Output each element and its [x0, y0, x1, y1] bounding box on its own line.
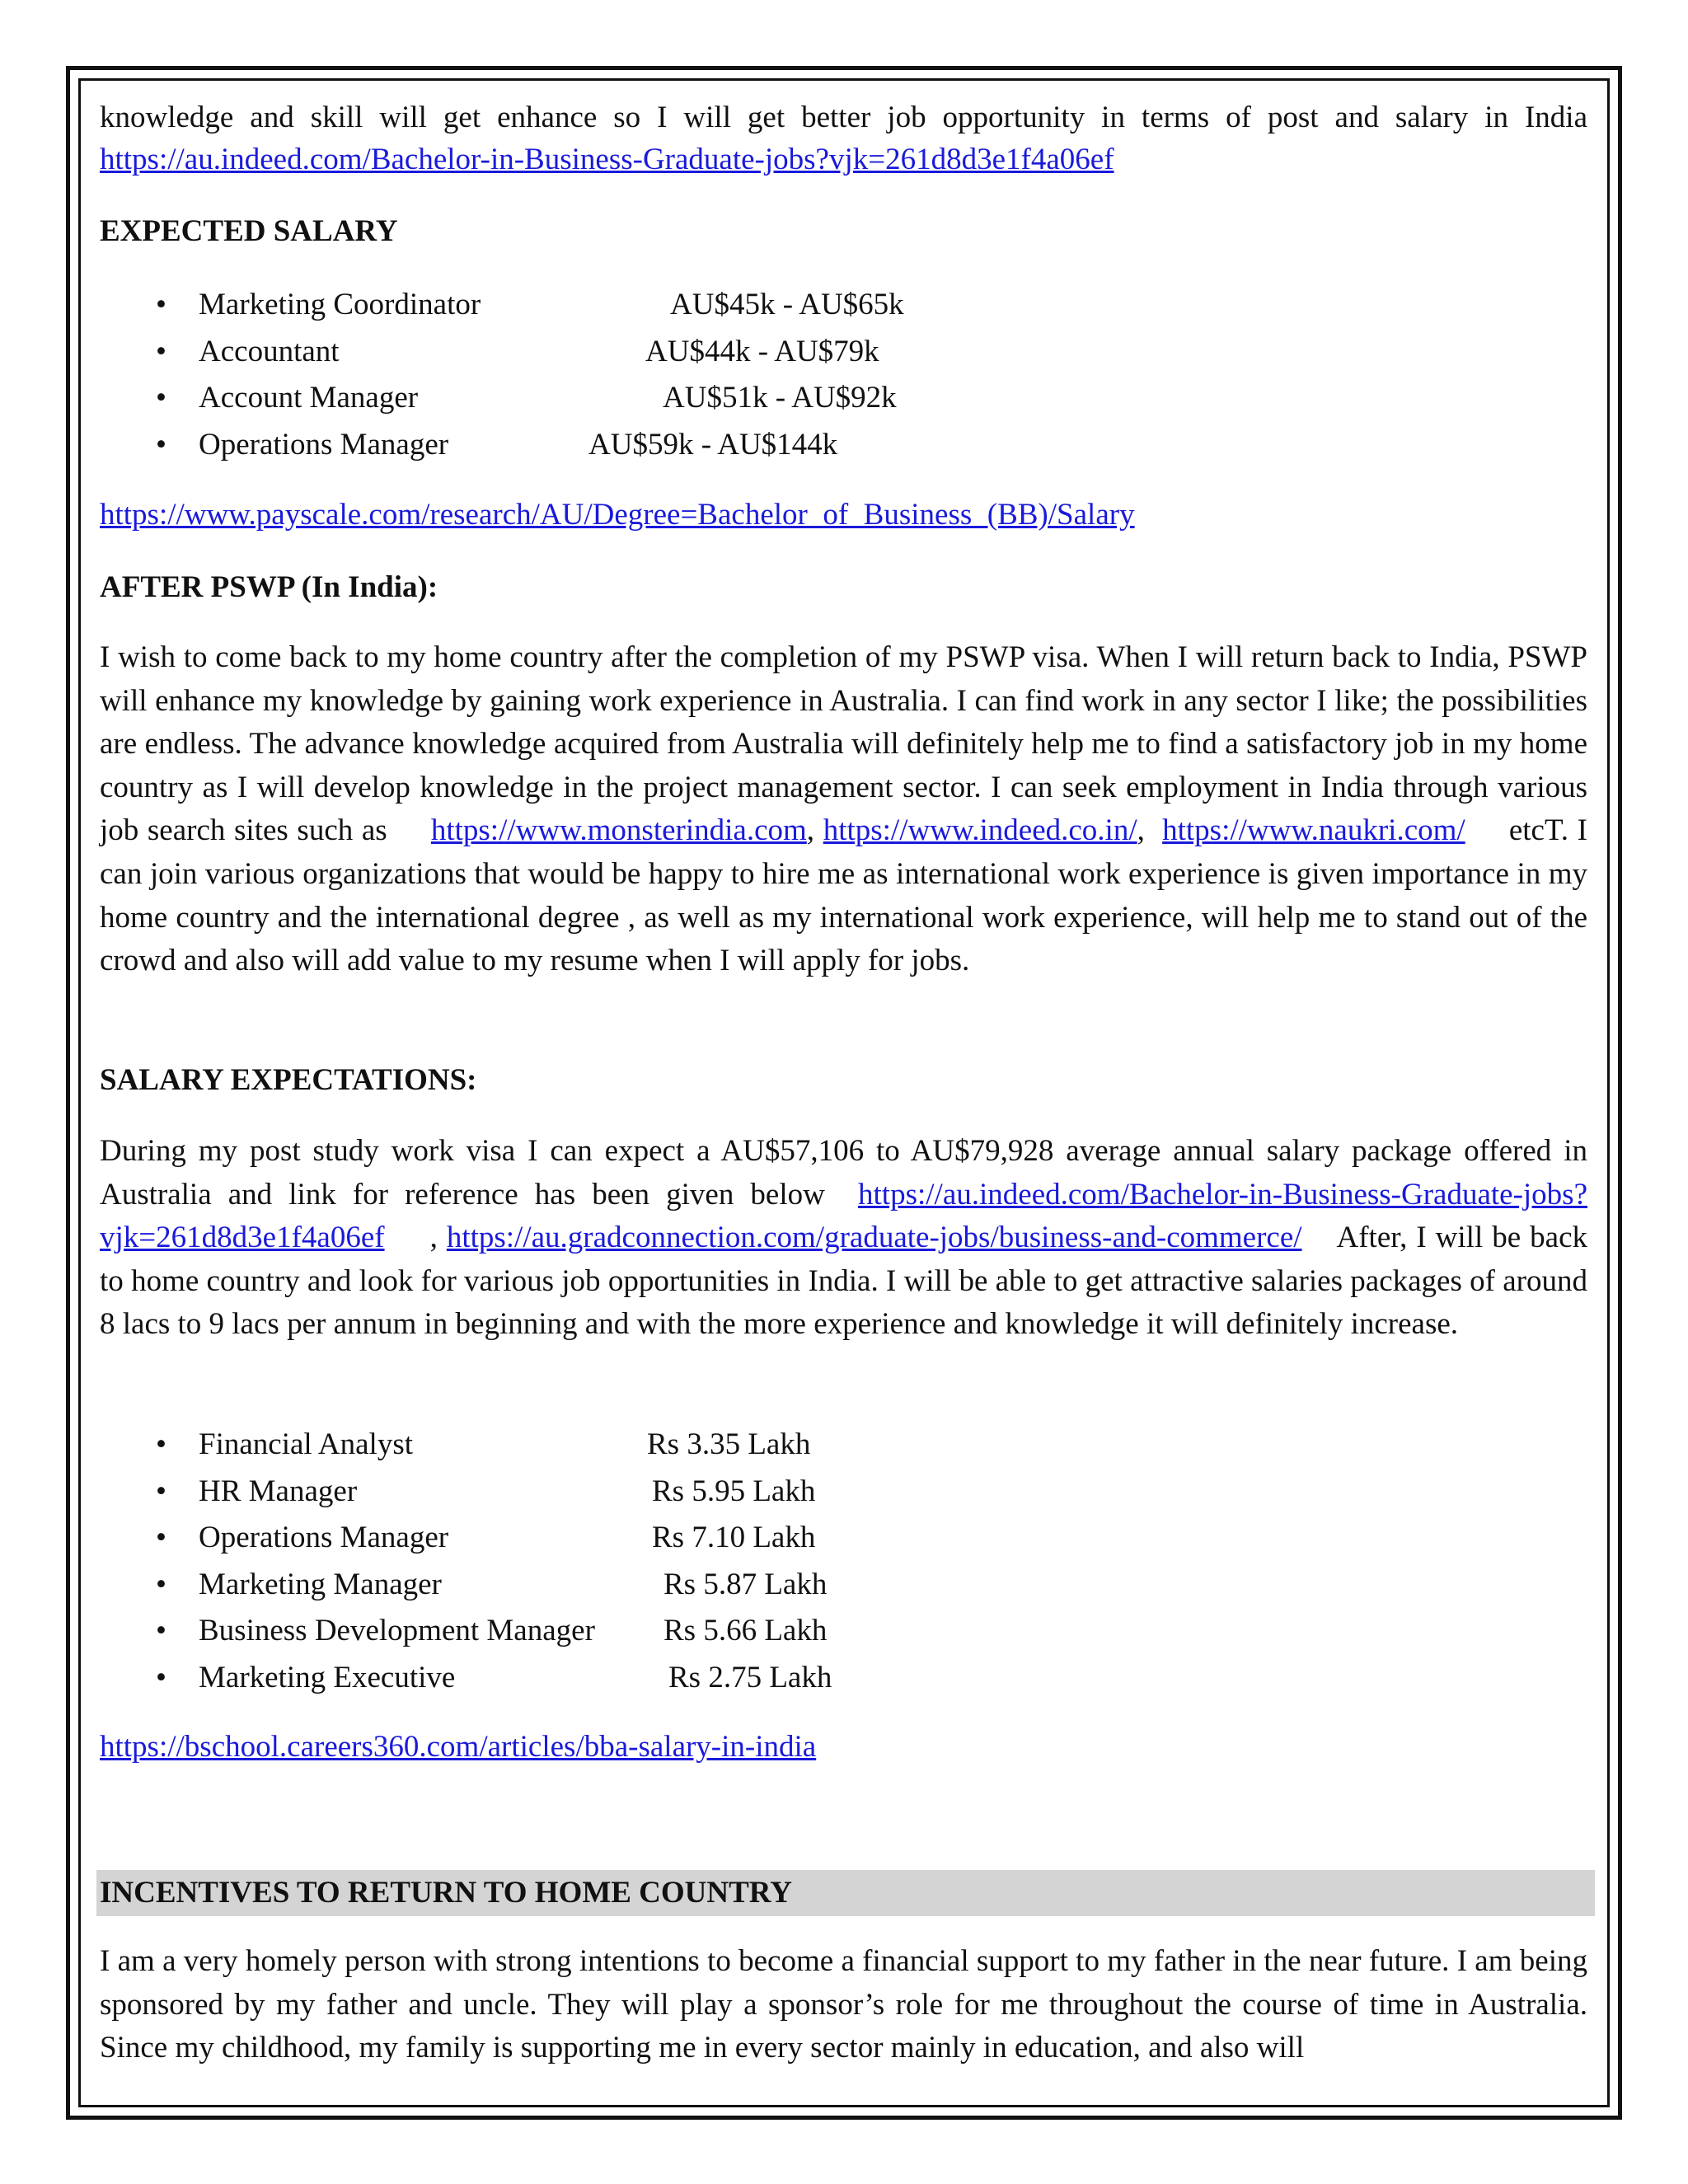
- intro-text: knowledge and skill will get enhance so I will get better job opportunity in terms of post and salary in India: [100, 101, 1587, 134]
- salary-role: Business Development Manager: [199, 1614, 595, 1647]
- incentives-heading: INCENTIVES TO RETURN TO HOME COUNTRY: [100, 1876, 792, 1910]
- list-item: [100, 1608, 1587, 1655]
- salary-role: Accountant: [199, 334, 340, 368]
- expected-salary-heading: EXPECTED SALARY: [100, 214, 398, 248]
- list-item: [100, 1562, 1587, 1609]
- monsterindia-link[interactable]: https://www.monsterindia.com: [430, 813, 807, 848]
- salary-role: Marketing Manager: [199, 1567, 442, 1601]
- naukri-link[interactable]: https://www.naukri.com/: [1162, 813, 1465, 848]
- salary-role: Account Manager: [199, 381, 419, 415]
- after-pswp-text-1: I wish to come back to my home country after the completion of my PSWP visa. When I will return back to India, PSWP will enhance my knowledge by gaining work experience in Australia. I can find work in any sector I like; the possibilities are endless. The advance knowledge acquired from Australia will definitely help me to find a satisfactory job in my home country as I will develop knowledge in the project management sector. I can seek employment in India through various job search sites such as: [100, 640, 1587, 848]
- list-item: [100, 1422, 1587, 1469]
- expected-salary-list: [100, 282, 1587, 468]
- list-item: [100, 329, 1587, 376]
- salary-expectations-heading: SALARY EXPECTATIONS:: [100, 1063, 477, 1097]
- salary-role: Marketing Coordinator: [199, 288, 481, 321]
- salary-expectations-text-2: After, I will be back to home country and look for various job opportunities in India. I will be able to get attractive salaries packages of around 8 lacs to 9 lacs per annum in beginning and with the more experience and knowledge it will definitely increase.: [100, 1221, 1587, 1342]
- list-item: [100, 1469, 1587, 1516]
- bullet-icon: •: [156, 1427, 166, 1461]
- list-item: [100, 422, 1587, 469]
- salary-role: Marketing Executive: [199, 1660, 456, 1694]
- bullet-icon: •: [156, 1474, 166, 1508]
- gradconnection-link[interactable]: https://au.gradconnection.com/graduate-jobs/business-and-commerce/: [446, 1221, 1302, 1255]
- intro-paragraph: [100, 96, 1587, 180]
- careers360-link[interactable]: https://bschool.careers360.com/articles/bba-salary-in-india: [100, 1730, 817, 1764]
- list-item: [100, 1515, 1587, 1562]
- salary-expectations-text-1: During my post study work visa I can expect a AU$57,106 to AU$79,928 average annual salary package offered in Australia and link for reference has been given below: [100, 1134, 1587, 1212]
- salary-amount: Rs 5.95 Lakh: [652, 1474, 816, 1508]
- bullet-icon: •: [156, 1567, 166, 1601]
- after-pswp-paragraph: I wish to come back to my home country after the completion of my PSWP visa. When I will return back to India, PSWP will enhance my knowledge by gaining work experience in Australia. I can find work in any sector I like; the possibilities are endless. The advance knowledge acquired from Australia will definitely help me to find a satisfactory job in my home country as I will develop knowledge in the project management sector. I can seek employment in India through various job search sites such as https://www.monsterindia.com, https://www.indeed.co.in/, https://www.naukri.com/ etcT. I can join various organizations that would be happy to hire me as international work experience is given importance in my home country and the international degree , as well as my international work experience, will help me to stand out of the crowd and also will add value to my resume when I will apply for jobs.: [100, 640, 1588, 978]
- salary-amount: AU$59k - AU$144k: [588, 427, 838, 462]
- indeed-india-link[interactable]: https://www.indeed.co.in/: [823, 813, 1137, 848]
- incentives-text: I am a very homely person with strong intentions to become a financial support to my father in the near future. I am being sponsored by my father and uncle. They will play a sponsor’s role for me throughout the course of time in Australia. Since my childhood, my family is supporting me in every sector mainly in education, and also will: [100, 1944, 1587, 2065]
- salary-amount: Rs 2.75 Lakh: [668, 1660, 832, 1694]
- salary-role: Financial Analyst: [199, 1427, 413, 1461]
- bullet-icon: •: [156, 1614, 166, 1647]
- bullet-icon: •: [156, 334, 166, 368]
- bullet-icon: •: [156, 288, 166, 321]
- salary-amount: Rs 5.66 Lakh: [663, 1614, 828, 1647]
- list-item: [100, 282, 1587, 329]
- bullet-icon: •: [156, 381, 166, 415]
- incentives-paragraph: [100, 1940, 1587, 2070]
- salary-role: Operations Manager: [199, 427, 449, 462]
- salary-amount: AU$45k - AU$65k: [670, 288, 904, 321]
- list-item: [100, 1655, 1587, 1702]
- bullet-icon: •: [156, 427, 166, 462]
- salary-amount: Rs 3.35 Lakh: [647, 1427, 811, 1461]
- salary-amount: AU$44k - AU$79k: [645, 334, 879, 368]
- salary-role: Operations Manager: [199, 1521, 449, 1554]
- indeed-link[interactable]: https://au.indeed.com/Bachelor-in-Business-Graduate-jobs?vjk=261d8d3e1f4a06ef: [100, 143, 1114, 176]
- salary-expectations-paragraph: During my post study work visa I can expect a AU$57,106 to AU$79,928 average annual salary package offered in Australia and link for reference has been given below https://au.indeed.com/Bachelor-in-Business-Graduate-jobs?vjk=261d8d3e1f4a06ef , https://au.gradconnection.com/graduate-jobs/business-and-commerce/ After, I will be back to home country and look for various job opportunities in India. I will be able to get attractive salaries packages of around 8 lacs to 9 lacs per annum in beginning and with the more experience and knowledge it will definitely increase.: [100, 1134, 1587, 1342]
- bullet-icon: •: [156, 1521, 166, 1554]
- after-pswp-heading: AFTER PSWP (In India):: [100, 570, 438, 604]
- after-pswp-text-2: etcT. I can join various organizations that would be happy to hire me as international work experience is given importance in my home country and the international degree , as well as my international work experience, will help me to stand out of the crowd and also will add value to my resume when I will apply for jobs.: [100, 813, 1588, 978]
- salary-role: HR Manager: [199, 1474, 358, 1508]
- bullet-icon: •: [156, 1660, 166, 1694]
- list-item: [100, 375, 1587, 422]
- india-salary-list: [100, 1422, 1587, 1701]
- indeed-graduate-link[interactable]: https://au.indeed.com/Bachelor-in-Business-Graduate-jobs?vjk=261d8d3e1f4a06ef: [100, 1177, 1587, 1255]
- payscale-link[interactable]: https://www.payscale.com/research/AU/Degree=Bachelor_of_Business_(BB)/Salary: [100, 498, 1135, 532]
- salary-amount: Rs 7.10 Lakh: [652, 1521, 816, 1554]
- salary-amount: AU$51k - AU$92k: [663, 381, 897, 415]
- salary-amount: Rs 5.87 Lakh: [663, 1567, 828, 1601]
